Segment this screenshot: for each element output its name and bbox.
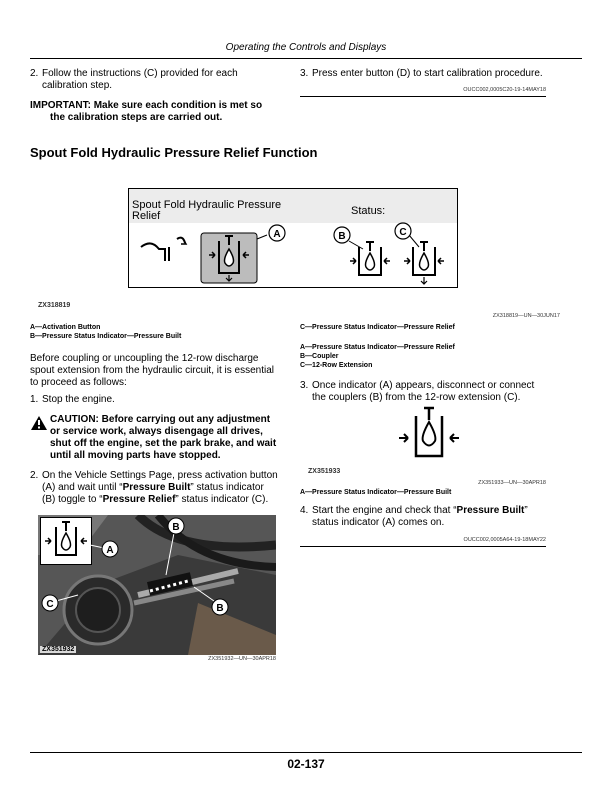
ref-code-2: OUCC002,0005A64-19-18MAY22 (463, 537, 546, 543)
warning-triangle-icon (31, 416, 47, 430)
step-3-press-enter: 3. Press enter button (D) to start calibration procedure. (300, 68, 543, 79)
svg-text:A: A (273, 229, 281, 240)
activation-button-icon (201, 233, 257, 283)
pressure-built-indicator-icon (350, 242, 390, 275)
step-3-disconnect-couplers: 3. Once indicator (A) appears, disconnect or connect the couplers (B) from the 12-row extension (C). (300, 380, 535, 403)
pressure-relief-screen (129, 189, 457, 287)
running-header: Operating the Controls and Displays (225, 42, 387, 53)
svg-text:C: C (46, 599, 54, 610)
photo-callouts (38, 515, 276, 655)
footer-rule (30, 752, 582, 753)
step-1-stop-engine: 1. Stop the engine. (30, 394, 115, 405)
pressure-relief-screen-figure (128, 188, 458, 288)
pressure-relief-indicator-icon (404, 242, 444, 284)
svg-text:A: A (106, 545, 114, 556)
figure-3-ref: ZX351933—UN—30APR18 (478, 480, 546, 486)
screen-status-label: Status: (351, 205, 386, 217)
screen-title-line1: Spout Fold Hydraulic Pressure (132, 199, 282, 211)
coupler-photo (38, 515, 276, 655)
pressure-built-large-icon (396, 404, 462, 462)
screen-title-line2: Relief (132, 210, 161, 222)
spout-fold-icon (141, 238, 186, 261)
svg-text:B: B (338, 231, 346, 242)
legend-fig1-left: A—Activation Button B—Pressure Status Indicator—Pressure Built (30, 324, 182, 340)
section-rule (300, 96, 546, 97)
ref-code: OUCC002,0005C20-19-14MAY18 (463, 87, 546, 93)
figure-code: ZX318819 (38, 302, 71, 309)
legend-fig2: A—Pressure Status Indicator—Pressure Relief B—Coupler C—12-Row Extension (300, 344, 455, 369)
figure-ref: ZX318819—UN—30JUN17 (492, 313, 560, 319)
step-4-start-engine: 4. Start the engine and check that “Pressure Built” status indicator (A) comes on. (300, 505, 528, 528)
important-note: IMPORTANT: Make sure each condition is met so the calibration steps are carried out. (30, 100, 263, 123)
legend-fig1-right: C—Pressure Status Indicator—Pressure Relief (300, 324, 455, 331)
photo-code: ZX351932 (42, 646, 75, 653)
figure-3-code: ZX351933 (308, 468, 341, 475)
section-title: Spout Fold Hydraulic Pressure Relief Function (30, 145, 318, 160)
caution-block: CAUTION: Before carrying out any adjustment or service work, always disengage all drives, shut off the engine, set the park brake, and wait until all moving parts have stopped. (30, 414, 292, 462)
svg-text:B: B (172, 522, 180, 533)
intro-paragraph: Before coupling or uncoupling the 12-row discharge spout extension from the hydraulic circuit, it is essential to proceed as follows: (30, 353, 274, 388)
step-2-follow-instructions: 2. Follow the instructions (C) provided for each calibration step. (30, 68, 238, 91)
svg-text:C: C (399, 227, 407, 238)
header-rule (30, 58, 582, 59)
svg-text:B: B (216, 603, 224, 614)
section-rule-2 (300, 546, 546, 547)
page-number: 02-137 (287, 757, 325, 771)
photo-ref: ZX351932—UN—30APR18 (208, 656, 276, 662)
legend-fig3: A—Pressure Status Indicator—Pressure Built (300, 489, 452, 496)
step-2-activation: 2. On the Vehicle Settings Page, press activation button (A) and wait until “Pressure Built” status indicator (B) toggle to “Pressure Relief” status indicator (C). (30, 470, 278, 505)
